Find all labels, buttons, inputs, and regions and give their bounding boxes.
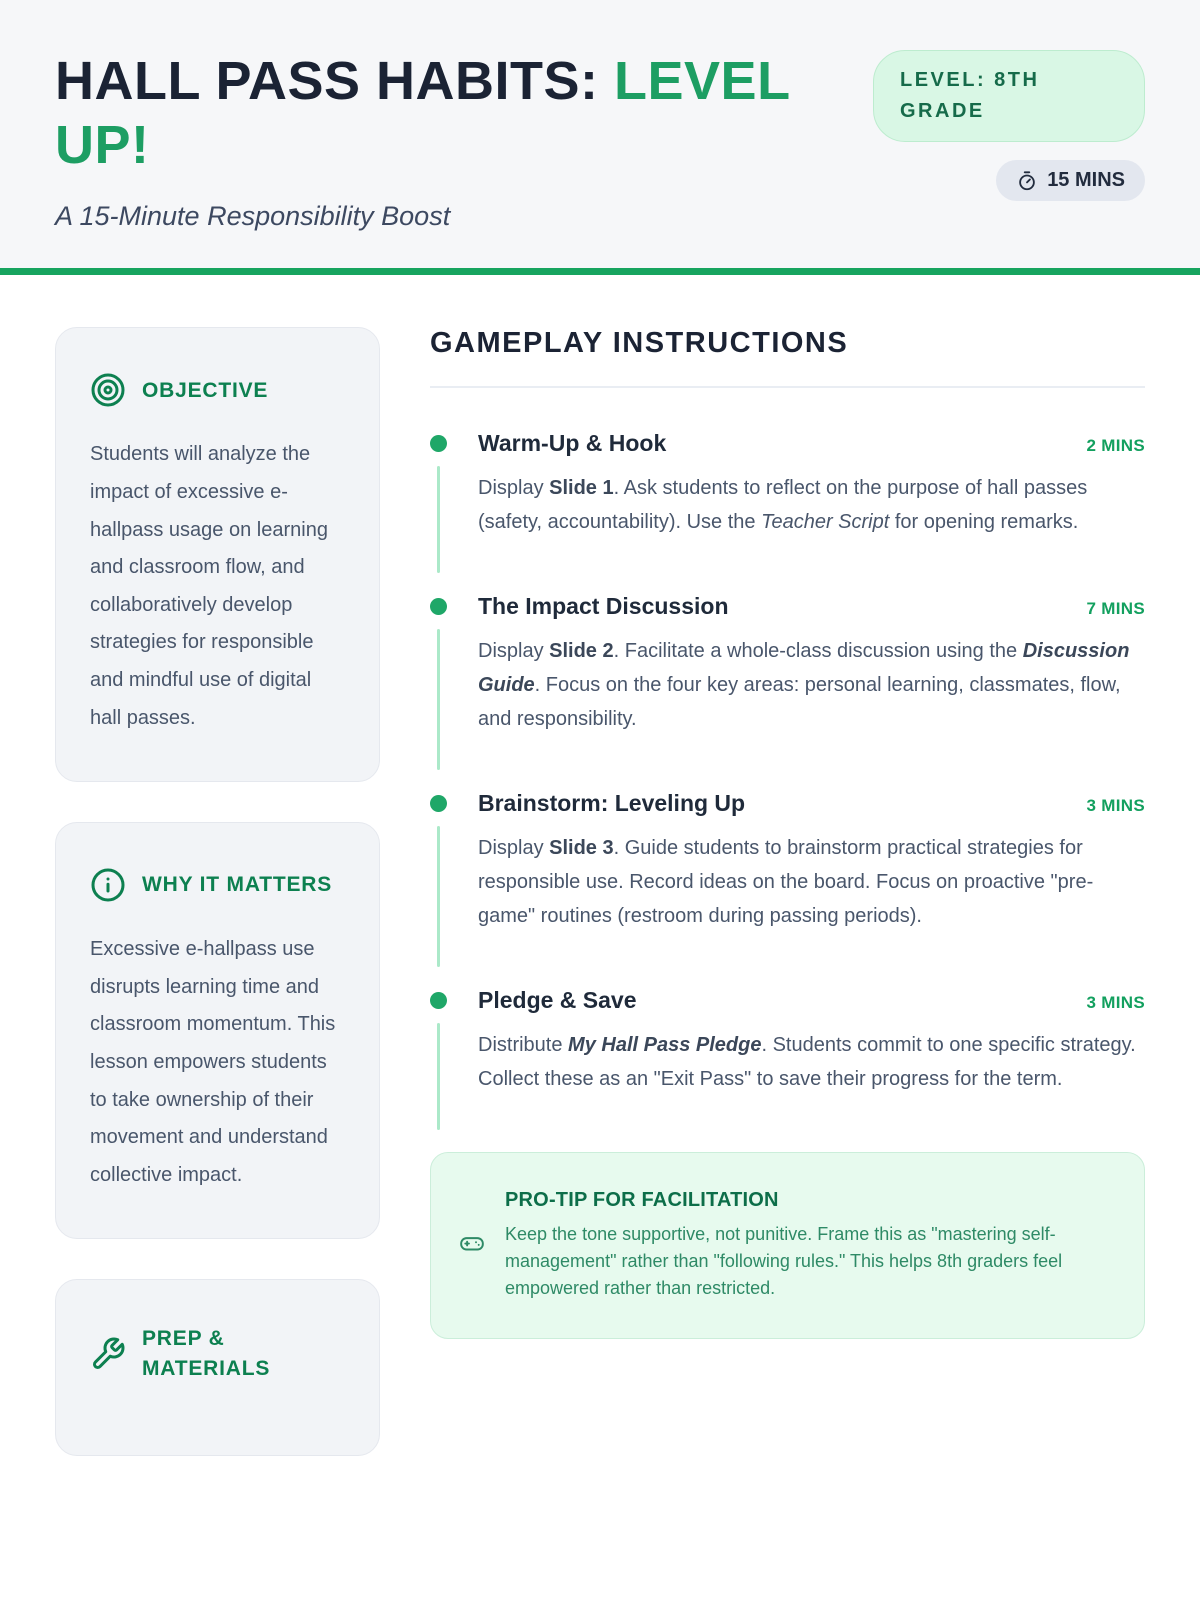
sidebar: [55, 327, 380, 1496]
step-title: Pledge & Save: [478, 987, 637, 1014]
header-title-block: [55, 50, 865, 232]
gameplay-heading: GAMEPLAY INSTRUCTIONS: [430, 327, 849, 360]
duration-badge-label: 15 MINS: [1047, 169, 1125, 191]
step-header: [478, 790, 1145, 817]
why-it-matters-card-title: WHY IT MATTERS: [142, 873, 333, 897]
timeline-line: [437, 826, 440, 967]
why-it-matters-card: [55, 822, 380, 1239]
heading-divider: [430, 386, 1145, 388]
step-header: [478, 987, 1145, 1014]
why-it-matters-card-body: Excessive e-hallpass use disrupts learning time and classroom momentum. This lesson empowers students to take ownership of their movement and understand collective impact.: [90, 938, 336, 1186]
info-icon: [90, 867, 126, 903]
timeline-dot: [430, 795, 447, 812]
page-subtitle: A 15-Minute Responsibility Boost: [55, 201, 451, 232]
timeline-line: [437, 1023, 440, 1130]
step-duration: 2 MINS: [1086, 436, 1145, 456]
step-impact-discussion: [430, 593, 1145, 736]
gamepad-icon: [459, 1230, 485, 1261]
objective-card-body: Students will analyze the impact of excessive e-hallpass usage on learning and classroom flow, and collaboratively develop strategies for responsible and mindful use of digital hall passes.: [90, 443, 328, 729]
step-body: Display Slide 3. Guide students to brainstorm practical strategies for responsible use. Record ideas on the board. Focus on proactive "pre-game" routines (restroom during passing periods).: [478, 837, 1094, 928]
step-body: Distribute My Hall Pass Pledge. Students commit to one specific strategy. Collect these as an "Exit Pass" to save their progress for the term.: [478, 1034, 1136, 1091]
protip-callout: [430, 1152, 1145, 1339]
protip-content: [505, 1189, 1096, 1302]
wrench-icon: [90, 1336, 126, 1372]
prep-materials-card-header: [90, 1324, 345, 1383]
step-pledge-save: [430, 987, 1145, 1096]
target-icon: [90, 372, 126, 408]
stopwatch-icon: [1016, 170, 1038, 192]
why-it-matters-card-header: [90, 867, 345, 903]
timeline-line: [437, 629, 440, 770]
step-duration: 7 MINS: [1086, 599, 1145, 619]
step-header: [478, 430, 1145, 457]
main-layout: [0, 275, 1200, 1496]
step-warm-up: [430, 430, 1145, 539]
objective-card-header: [90, 372, 345, 408]
step-title: Brainstorm: Leveling Up: [478, 790, 746, 817]
steps-timeline: [430, 430, 1145, 1096]
objective-card: [55, 327, 380, 782]
gameplay-section: [430, 327, 1145, 1496]
page-title-green: LEVEL UP!: [55, 51, 790, 175]
duration-badge: [996, 160, 1145, 201]
step-brainstorm: [430, 790, 1145, 933]
step-duration: 3 MINS: [1086, 796, 1145, 816]
protip-title: PRO-TIP FOR FACILITATION: [505, 1189, 779, 1212]
page-header: [0, 0, 1200, 275]
step-title: Warm-Up & Hook: [478, 430, 667, 457]
timeline-dot: [430, 992, 447, 1009]
timeline-dot: [430, 435, 447, 452]
page-title-dark: HALL PASS HABITS:: [55, 51, 615, 111]
step-duration: 3 MINS: [1086, 993, 1145, 1013]
timeline-line: [437, 466, 440, 573]
step-header: [478, 593, 1145, 620]
step-body: Display Slide 1. Ask students to reflect on the purpose of hall passes (safety, accountability). Use the Teacher Script for opening remarks.: [478, 477, 1088, 534]
prep-materials-card-title: PREP & MATERIALS: [142, 1327, 271, 1380]
step-title: The Impact Discussion: [478, 593, 729, 620]
page-title: [55, 50, 865, 177]
protip-body: Keep the tone supportive, not punitive. Frame this as "mastering self-management" rather than "following rules." This helps 8th graders feel empowered rather than restricted.: [505, 1224, 1063, 1299]
objective-card-title: OBJECTIVE: [142, 378, 269, 402]
timeline-dot: [430, 598, 447, 615]
grade-level-badge: LEVEL: 8TH GRADE: [873, 50, 1145, 142]
step-body: Display Slide 2. Facilitate a whole-class discussion using the Discussion Guide. Focus on the four key areas: personal learning, classmates, flow, and responsibility.: [478, 640, 1130, 731]
header-badges: [873, 50, 1145, 201]
prep-materials-card: [55, 1279, 380, 1456]
